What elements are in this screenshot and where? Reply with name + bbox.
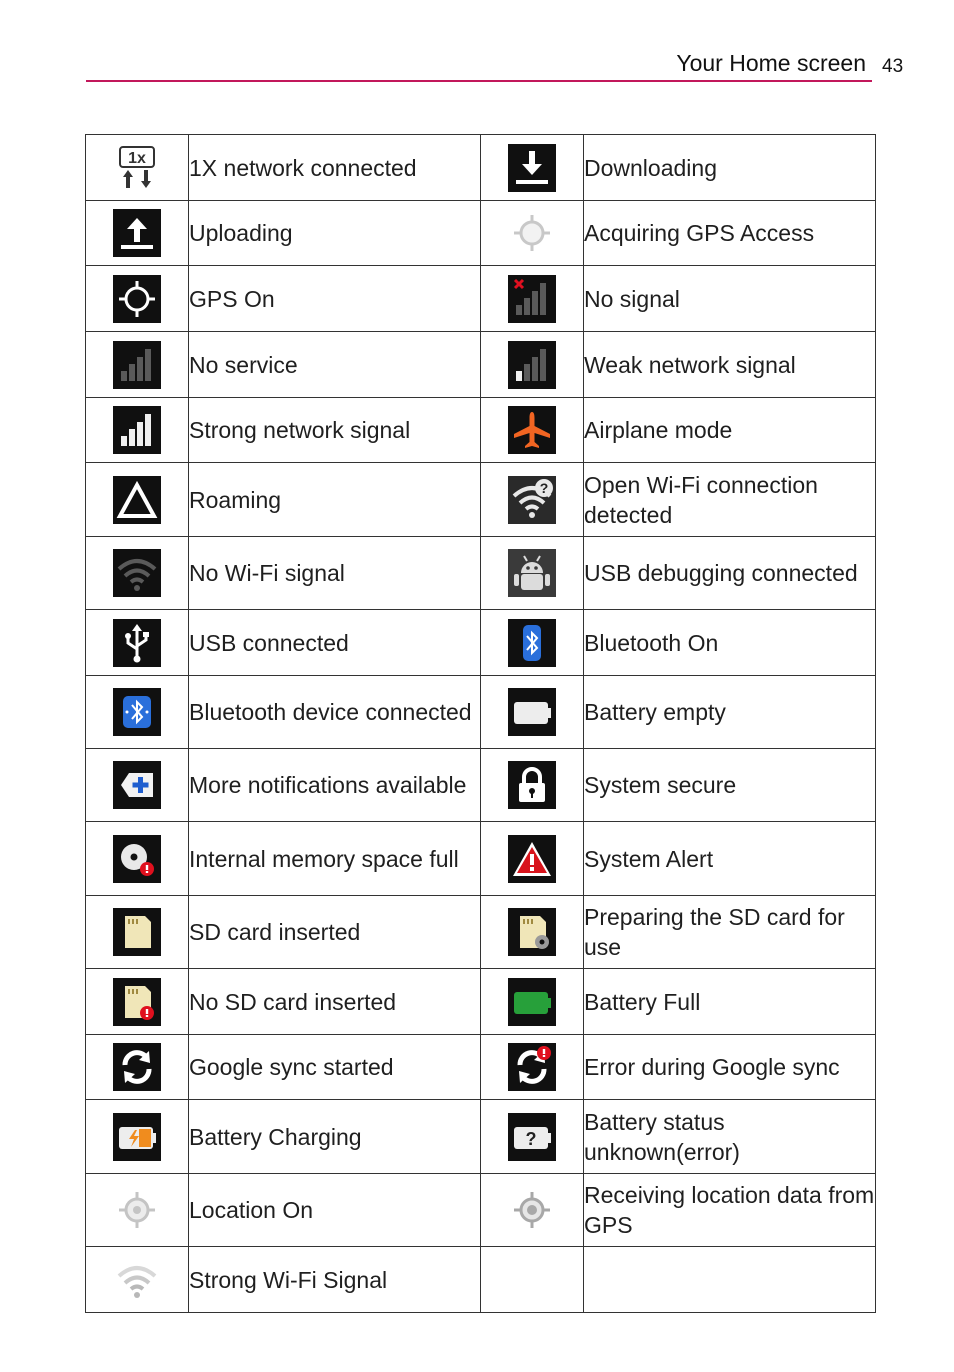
icon-cell bbox=[481, 1100, 584, 1174]
icon-cell bbox=[481, 749, 584, 822]
sd-card-icon bbox=[113, 908, 161, 956]
icon-description: Battery Full bbox=[584, 969, 876, 1035]
gps-receiving-icon bbox=[508, 1186, 556, 1234]
icon-cell bbox=[86, 1247, 189, 1313]
bluetooth-connected-icon bbox=[113, 688, 161, 736]
icon-cell bbox=[481, 610, 584, 676]
icon-description: Google sync started bbox=[189, 1035, 481, 1100]
table-row bbox=[86, 135, 876, 201]
icon-cell bbox=[481, 1174, 584, 1247]
table-row bbox=[86, 676, 876, 749]
gps-on-icon bbox=[113, 275, 161, 323]
battery-unknown-icon bbox=[508, 1113, 556, 1161]
svg-text:?: ? bbox=[525, 1128, 537, 1149]
icon-cell bbox=[86, 896, 189, 969]
table-row bbox=[86, 822, 876, 896]
no-sd-card-icon bbox=[113, 978, 161, 1026]
icon-cell bbox=[481, 896, 584, 969]
table-row bbox=[86, 266, 876, 332]
alert-icon bbox=[508, 835, 556, 883]
icon-description: USB debugging connected bbox=[584, 537, 876, 610]
icon-description: Roaming bbox=[189, 463, 481, 537]
header-divider bbox=[86, 80, 872, 82]
svg-text:?: ? bbox=[539, 479, 549, 496]
icon-cell bbox=[86, 332, 189, 398]
icon-description: Battery Charging bbox=[189, 1100, 481, 1174]
strong-wifi-icon bbox=[113, 1256, 161, 1304]
icon-description: System Alert bbox=[584, 822, 876, 896]
table-row bbox=[86, 201, 876, 266]
icon-description: No signal bbox=[584, 266, 876, 332]
sync-icon bbox=[113, 1043, 161, 1091]
table-row bbox=[86, 1035, 876, 1100]
icon-description: Uploading bbox=[189, 201, 481, 266]
icon-description: Battery status unknown(error) bbox=[584, 1100, 876, 1174]
icon-description: Weak network signal bbox=[584, 332, 876, 398]
icon-description: No Wi-Fi signal bbox=[189, 537, 481, 610]
icon-description: Location On bbox=[189, 1174, 481, 1247]
icon-description: Strong network signal bbox=[189, 398, 481, 463]
icon-description: No SD card inserted bbox=[189, 969, 481, 1035]
icon-cell bbox=[86, 398, 189, 463]
table-row bbox=[86, 749, 876, 822]
icon-description: Open Wi-Fi connection detected bbox=[584, 463, 876, 537]
airplane-icon bbox=[508, 406, 556, 454]
icon-description: More notifications available bbox=[189, 749, 481, 822]
icon-cell bbox=[86, 749, 189, 822]
battery-empty-icon bbox=[508, 688, 556, 736]
table-row bbox=[86, 537, 876, 610]
svg-text:1x: 1x bbox=[128, 149, 146, 167]
icon-description: Preparing the SD card for use bbox=[584, 896, 876, 969]
open-wifi-icon bbox=[508, 476, 556, 524]
icon-description: Battery empty bbox=[584, 676, 876, 749]
no-wifi-icon bbox=[113, 549, 161, 597]
page-number: 43 bbox=[882, 56, 904, 77]
icon-cell bbox=[481, 201, 584, 266]
table-row bbox=[86, 969, 876, 1035]
location-on-icon bbox=[113, 1186, 161, 1234]
icon-description: Receiving location data from GPS bbox=[584, 1174, 876, 1247]
icon-cell bbox=[481, 463, 584, 537]
icon-cell bbox=[481, 135, 584, 201]
icon-cell bbox=[481, 332, 584, 398]
gps-acquiring-icon bbox=[508, 209, 556, 257]
icon-cell bbox=[86, 1100, 189, 1174]
1x-network-icon bbox=[113, 144, 161, 192]
table-row bbox=[86, 610, 876, 676]
icon-cell bbox=[86, 266, 189, 332]
icon-cell bbox=[86, 610, 189, 676]
roaming-icon bbox=[113, 476, 161, 524]
strong-signal-icon bbox=[113, 406, 161, 454]
table-row bbox=[86, 463, 876, 537]
no-service-icon bbox=[113, 341, 161, 389]
icon-description: Downloading bbox=[584, 135, 876, 201]
icon-cell bbox=[86, 822, 189, 896]
icon-description: Error during Google sync bbox=[584, 1035, 876, 1100]
usb-debugging-icon bbox=[508, 549, 556, 597]
icon-description: Bluetooth On bbox=[584, 610, 876, 676]
icon-description: Internal memory space full bbox=[189, 822, 481, 896]
icon-description: GPS On bbox=[189, 266, 481, 332]
weak-signal-icon bbox=[508, 341, 556, 389]
icon-description: System secure bbox=[584, 749, 876, 822]
battery-charging-icon bbox=[113, 1113, 161, 1161]
usb-icon bbox=[113, 619, 161, 667]
icon-description: SD card inserted bbox=[189, 896, 481, 969]
table-row bbox=[86, 1247, 876, 1313]
sync-error-icon bbox=[508, 1043, 556, 1091]
icon-cell bbox=[481, 822, 584, 896]
table-row bbox=[86, 896, 876, 969]
icon-description bbox=[584, 1247, 876, 1313]
table-row bbox=[86, 1100, 876, 1174]
icon-description: USB connected bbox=[189, 610, 481, 676]
icon-cell bbox=[481, 1035, 584, 1100]
table-row bbox=[86, 398, 876, 463]
icon-cell bbox=[86, 463, 189, 537]
icon-cell bbox=[481, 969, 584, 1035]
icon-description: 1X network connected bbox=[189, 135, 481, 201]
icon-description: Acquiring GPS Access bbox=[584, 201, 876, 266]
icon-description: Strong Wi-Fi Signal bbox=[189, 1247, 481, 1313]
icon-cell bbox=[481, 266, 584, 332]
more-notifications-icon bbox=[113, 761, 161, 809]
icon-table bbox=[85, 134, 876, 1313]
icon-description: No service bbox=[189, 332, 481, 398]
icon-cell bbox=[481, 537, 584, 610]
icon-cell bbox=[481, 676, 584, 749]
icon-cell bbox=[481, 1247, 584, 1313]
sd-preparing-icon bbox=[508, 908, 556, 956]
icon-cell bbox=[86, 1174, 189, 1247]
icon-description: Bluetooth device connected bbox=[189, 676, 481, 749]
battery-full-icon bbox=[508, 978, 556, 1026]
download-icon bbox=[508, 144, 556, 192]
table-row bbox=[86, 1174, 876, 1247]
no-signal-icon bbox=[508, 275, 556, 323]
icon-description: Airplane mode bbox=[584, 398, 876, 463]
icon-cell bbox=[86, 969, 189, 1035]
icon-cell bbox=[481, 398, 584, 463]
upload-icon bbox=[113, 209, 161, 257]
icon-cell bbox=[86, 676, 189, 749]
icon-cell bbox=[86, 135, 189, 201]
lock-icon bbox=[508, 761, 556, 809]
page-title: Your Home screen bbox=[676, 50, 866, 76]
icon-cell bbox=[86, 1035, 189, 1100]
memory-full-icon bbox=[113, 835, 161, 883]
icon-cell bbox=[86, 537, 189, 610]
bluetooth-on-icon bbox=[508, 619, 556, 667]
table-row bbox=[86, 332, 876, 398]
icon-cell bbox=[86, 201, 189, 266]
